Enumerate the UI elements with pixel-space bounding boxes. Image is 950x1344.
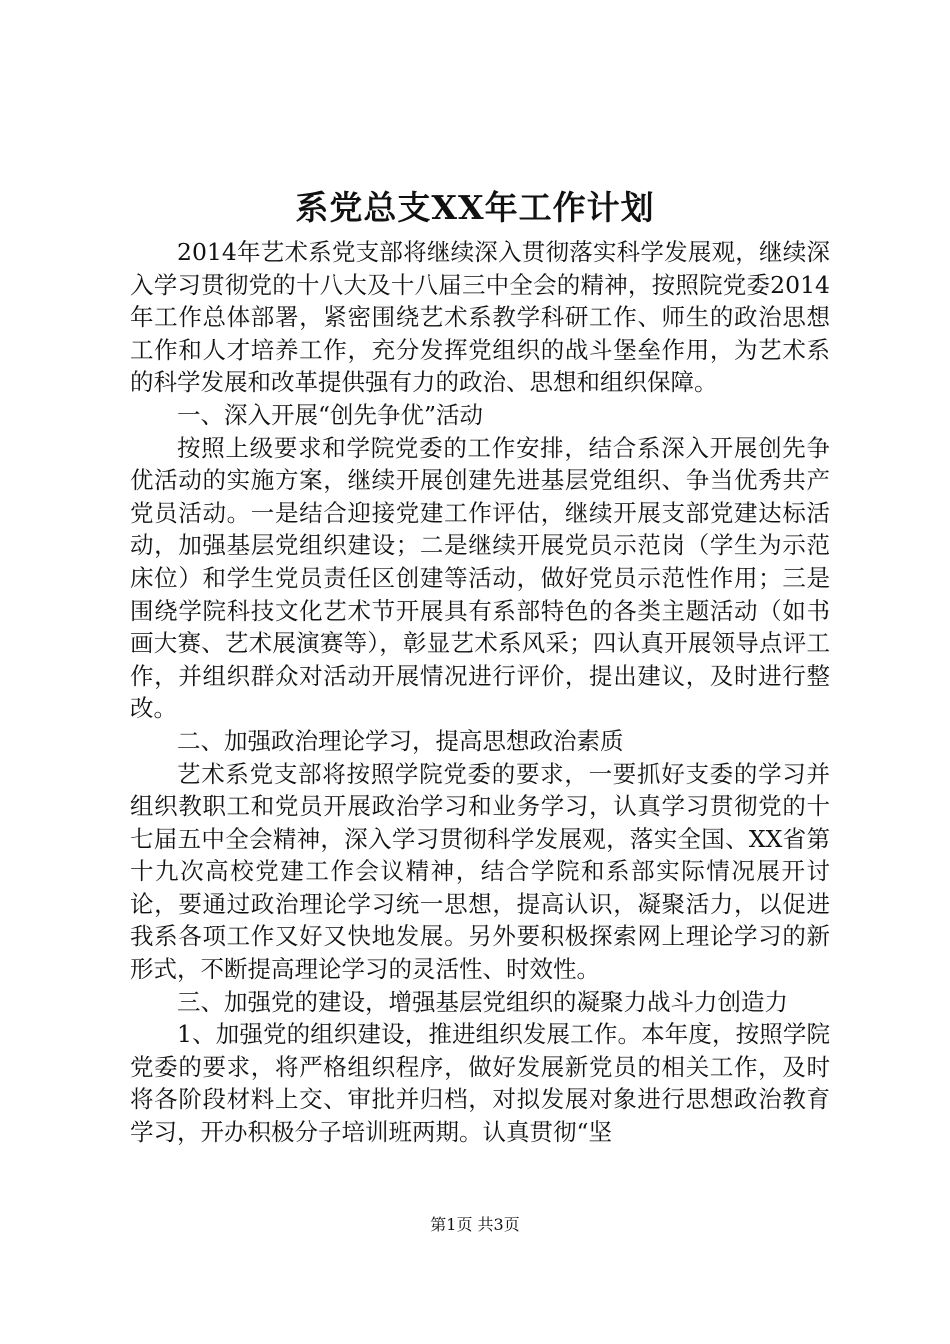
section-heading-3: 三、加强党的建设，增强基层党组织的凝聚力战斗力创造力 bbox=[177, 987, 788, 1016]
section-heading-1: 一、深入开展“创先争优”活动 bbox=[177, 400, 484, 429]
page-number-footer: 第1页 共3页 bbox=[430, 1215, 520, 1234]
page-title: 系党总支XX年工作计划 bbox=[295, 188, 655, 227]
intro-paragraph: 2014年艺术系党支部将继续深入贯彻落实科学发展观，继续深入学习贯彻党的十八大及十八届三中全会的精神，按照院党委2014年工作总体部署，紧密围绕艺术系教学科研工作、师生的政治思想工作和人才培养工作，充分发挥党组织的战斗堡垒作用，为艺术系的科学发展和改革提供强有力的政治、思想和组织保障。 bbox=[130, 238, 830, 397]
section-2-paragraph: 艺术系党支部将按照学院党委的要求，一要抓好支委的学习并组织教职工和党员开展政治学习和业务学习，认真学习贯彻党的十七届五中全会精神，深入学习贯彻科学发展观，落实全国、XX省第十九次高校党建工作会议精神，结合学院和系部实际情况展开讨论，要通过政治理论学习统一思想，提高认识，凝聚活力，以促进我系各项工作又好又快地发展。另外要积极探索网上理论学习的新形式，不断提高理论学习的灵活性、时效性。 bbox=[130, 759, 830, 984]
section-1-paragraph: 按照上级要求和学院党委的工作安排，结合系深入开展创先争优活动的实施方案，继续开展创建先进基层党组织、争当优秀共产党员活动。一是结合迎接党建工作评估，继续开展支部党建达标活动，加强基层党组织建设；二是继续开展党员示范岗（学生为示范床位）和学生党员责任区创建等活动，做好党员示范性作用；三是围绕学院科技文化艺术节开展具有系部特色的各类主题活动（如书画大赛、艺术展演赛等），彰显艺术系风采；四认真开展领导点评工作，并组织群众对活动开展情况进行评价，提出建议，及时进行整改。 bbox=[130, 433, 830, 723]
document-body bbox=[130, 236, 830, 1149]
section-heading-2: 二、加强政治理论学习，提高思想政治素质 bbox=[177, 726, 624, 755]
section-3-paragraph: 1、加强党的组织建设，推进组织发展工作。本年度，按照学院党委的要求，将严格组织程序，做好发展新党员的相关工作，及时将各阶段材料上交、审批并归档，对拟发展对象进行思想政治教育学习，开办积极分子培训班两期。认真贯彻“坚 bbox=[130, 1020, 830, 1147]
